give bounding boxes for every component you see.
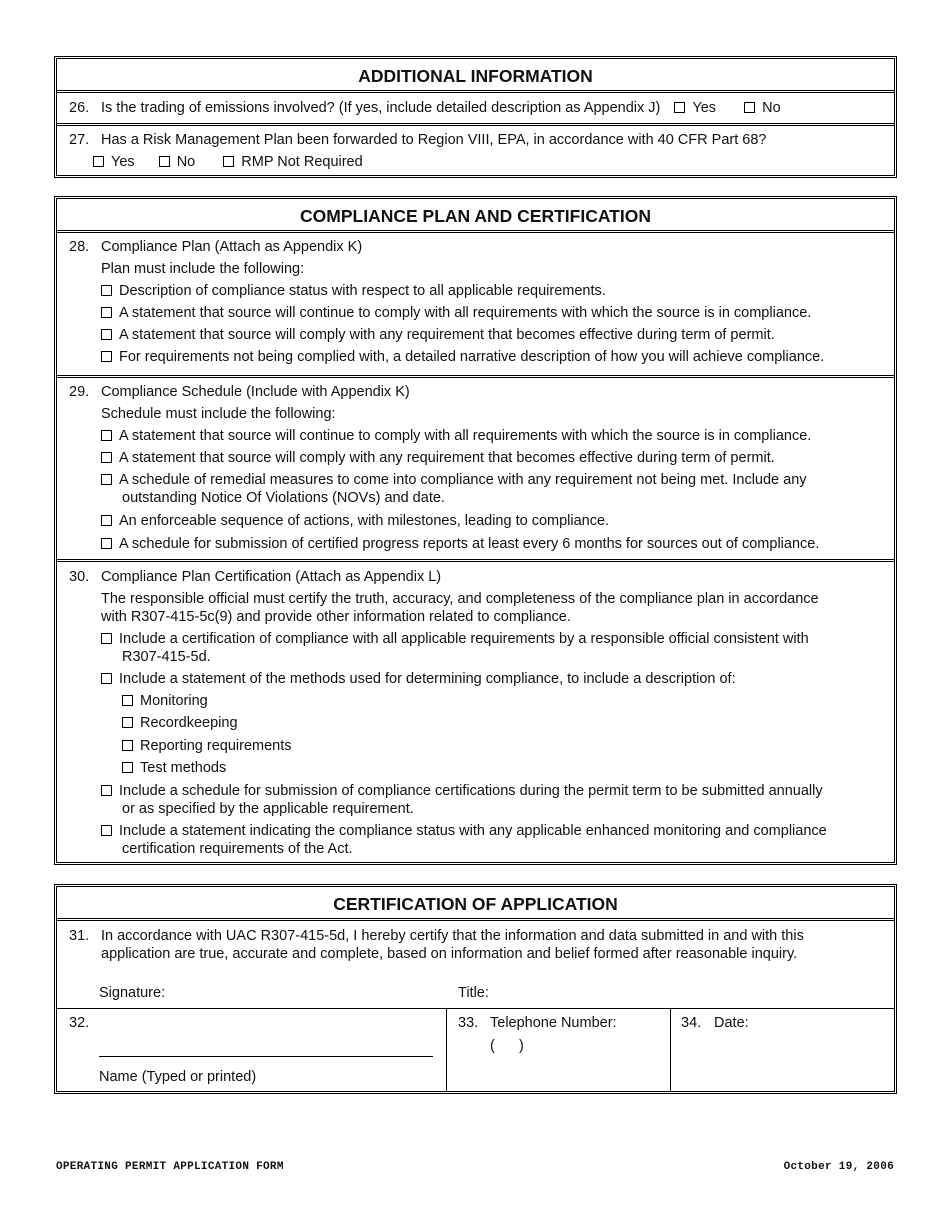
name-field[interactable] — [99, 1056, 433, 1057]
q26-no-option[interactable] — [744, 100, 781, 116]
checkbox-icon[interactable] — [122, 695, 133, 706]
q27-yes-label: Yes — [111, 154, 135, 170]
checkbox-icon[interactable] — [122, 740, 133, 751]
q30-sub-item[interactable]: Test methods — [122, 760, 226, 776]
q27-no-option[interactable] — [159, 154, 196, 170]
checkbox-icon[interactable] — [744, 102, 755, 113]
date-label: Date: — [714, 1015, 749, 1031]
q30-item-continued: R307-415-5d. — [122, 649, 211, 665]
checkbox-icon[interactable] — [101, 307, 112, 318]
question-30 — [57, 559, 894, 859]
q30-item[interactable]: Include a statement indicating the compliance status with any applicable enhanced monitoring and compliance — [101, 823, 827, 839]
divider — [670, 1009, 671, 1091]
checkbox-icon[interactable] — [101, 538, 112, 549]
question-31 — [57, 921, 894, 1091]
checkbox-icon[interactable] — [674, 102, 685, 113]
telephone-field[interactable]: ( ) — [490, 1038, 524, 1054]
q30-intro: with R307-415-5c(9) and provide other information related to compliance. — [101, 609, 571, 625]
checkbox-icon[interactable] — [101, 825, 112, 836]
q27-yes-option[interactable] — [93, 154, 135, 170]
q26-no-label: No — [762, 100, 781, 116]
compliance-section — [54, 196, 897, 865]
checkbox-icon[interactable] — [93, 156, 104, 167]
q29-item[interactable]: A statement that source will comply with any requirement that becomes effective during term of permit. — [101, 450, 775, 466]
q30-title: Compliance Plan Certification (Attach as Appendix L) — [101, 569, 442, 585]
q30-intro: The responsible official must certify the truth, accuracy, and completeness of the compliance plan in accordance — [101, 591, 819, 607]
footer-form-name: OPERATING PERMIT APPLICATION FORM — [56, 1161, 284, 1173]
telephone-label: Telephone Number: — [490, 1015, 617, 1031]
question-26-text: Is the trading of emissions involved? (If yes, include detailed description as Appendix J) — [101, 100, 661, 116]
question-number: 30. — [69, 569, 90, 585]
q28-item[interactable]: A statement that source will comply with any requirement that becomes effective during term of permit. — [101, 327, 775, 343]
q31-text: In accordance with UAC R307-415-5d, I hereby certify that the information and data submitted in and with this — [101, 928, 804, 944]
checkbox-icon[interactable] — [101, 329, 112, 340]
additional-information-heading: ADDITIONAL INFORMATION — [57, 59, 894, 93]
q27-rmp-label: RMP Not Required — [241, 154, 363, 170]
q29-intro: Schedule must include the following: — [101, 406, 336, 422]
q28-item[interactable]: Description of compliance status with respect to all applicable requirements. — [101, 283, 606, 299]
q31-text: application are true, accurate and complete, based on information and belief formed after reasonable inquiry. — [101, 946, 798, 962]
checkbox-icon[interactable] — [101, 515, 112, 526]
question-26 — [57, 93, 894, 123]
signature-label: Signature: — [99, 985, 166, 1001]
q30-sub-item[interactable]: Reporting requirements — [122, 738, 292, 754]
question-number: 26. — [69, 100, 90, 116]
question-number: 31. — [69, 928, 90, 944]
question-number: 29. — [69, 384, 90, 400]
checkbox-icon[interactable] — [101, 785, 112, 796]
q30-sub-item[interactable]: Monitoring — [122, 693, 208, 709]
question-number: 34. — [681, 1015, 702, 1031]
checkbox-icon[interactable] — [122, 762, 133, 773]
q28-title: Compliance Plan (Attach as Appendix K) — [101, 239, 363, 255]
question-27-text: Has a Risk Management Plan been forwarded to Region VIII, EPA, in accordance with 40 CFR Part 68? — [101, 132, 767, 148]
question-number: 32. — [69, 1015, 90, 1031]
q29-item[interactable]: A schedule of remedial measures to come into compliance with any requirement not being met. Include any — [101, 472, 807, 488]
question-number: 33. — [458, 1015, 479, 1031]
q27-rmp-option[interactable] — [223, 154, 362, 170]
signature-row — [57, 1008, 894, 1091]
additional-information-section — [54, 56, 897, 178]
question-number: 28. — [69, 239, 90, 255]
q29-item[interactable]: A statement that source will continue to comply with all requirements with which the source is in compliance. — [101, 428, 811, 444]
q30-sub-item[interactable]: Recordkeeping — [122, 715, 238, 731]
question-number: 27. — [69, 132, 90, 148]
q30-item[interactable]: Include a schedule for submission of compliance certifications during the permit term to be submitted annually — [101, 783, 823, 799]
q30-item[interactable]: Include a statement of the methods used for determining compliance, to include a description of: — [101, 671, 736, 687]
certification-heading: CERTIFICATION OF APPLICATION — [57, 887, 894, 921]
q28-item[interactable]: A statement that source will continue to comply with all requirements with which the source is in compliance. — [101, 305, 811, 321]
footer-date: October 19, 2006 — [783, 1161, 894, 1173]
question-27 — [57, 123, 894, 173]
checkbox-icon[interactable] — [101, 474, 112, 485]
checkbox-icon[interactable] — [101, 452, 112, 463]
question-28 — [57, 233, 894, 375]
q30-item[interactable]: Include a certification of compliance with all applicable requirements by a responsible official consistent with — [101, 631, 809, 647]
checkbox-icon[interactable] — [159, 156, 170, 167]
question-29 — [57, 375, 894, 559]
q27-no-label: No — [176, 154, 196, 170]
checkbox-icon[interactable] — [101, 430, 112, 441]
q30-item-continued: certification requirements of the Act. — [122, 841, 353, 857]
title-label: Title: — [458, 985, 489, 1001]
q26-yes-label: Yes — [692, 100, 717, 116]
q29-item-continued: outstanding Notice Of Violations (NOVs) and date. — [122, 490, 445, 506]
q28-intro: Plan must include the following: — [101, 261, 305, 277]
q30-item-continued: or as specified by the applicable requirement. — [122, 801, 414, 817]
checkbox-icon[interactable] — [101, 285, 112, 296]
checkbox-icon[interactable] — [101, 351, 112, 362]
checkbox-icon[interactable] — [223, 156, 234, 167]
divider — [446, 1009, 447, 1091]
checkbox-icon[interactable] — [101, 673, 112, 684]
checkbox-icon[interactable] — [101, 633, 112, 644]
compliance-heading: COMPLIANCE PLAN AND CERTIFICATION — [57, 199, 894, 233]
q29-title: Compliance Schedule (Include with Appendix K) — [101, 384, 410, 400]
q28-item[interactable]: For requirements not being complied with, a detailed narrative description of how you will achieve compliance. — [101, 349, 824, 365]
name-label: Name (Typed or printed) — [99, 1069, 257, 1085]
q29-item[interactable]: An enforceable sequence of actions, with milestones, leading to compliance. — [101, 513, 609, 529]
certification-section — [54, 884, 897, 1094]
checkbox-icon[interactable] — [122, 717, 133, 728]
q29-item[interactable]: A schedule for submission of certified progress reports at least every 6 months for sources out of compliance. — [101, 536, 819, 552]
q26-yes-option[interactable] — [674, 100, 716, 116]
